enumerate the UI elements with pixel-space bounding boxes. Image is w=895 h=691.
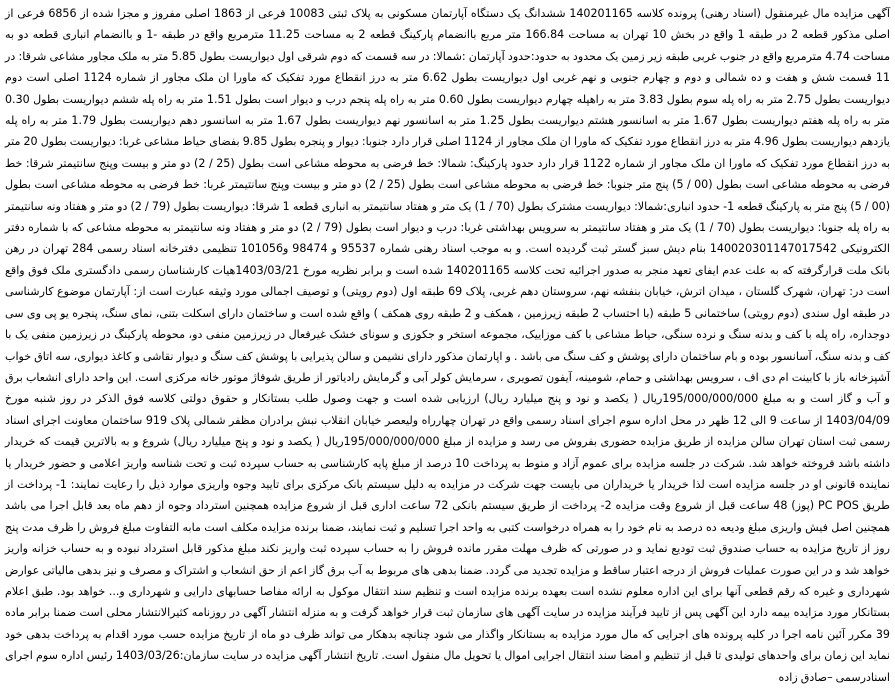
notice-body-text: آگهی مزایده مال غیرمنقول (اسناد رهنی) پرونده کلاسه 140201165 ششدانگ یک دستگاه آپارتمان مسکونی به پلاک ثبتی 10083 فرعی از 1863 اصلی مفروز و مجزا شده از 6856 فرعی از اصلی مذکور قطعه 2 در طبقه 1 واقع در بخش 10 تهران به مساحت 166.84 متر مربع باانضمام پارکینگ قطعه 2 به مساحت 11.25 مترمربع واقع در طبقه -1 و باانضمام انباری قطعه دو به مساحت 4.74 مترمربع واقع در جنوب غربی طبقه زیر زمین یک محدود به حدود:حدود آپارتمان :شمالا: در سه قسمت که دوم شرقی اول دیواریست بطول 5.85 متر به ملک مجاور مشاعی شرقا: در 11 قسمت شش و هفت و ده شمالی و دوم و چهارم جنوبی و نهم غربی اول دیواریست بطول 6.62 متر به درز انقطاع مورد تفکیک که ماورا ان ملک مجاور از شماره 1124 اصلی است دوم دیواریست بطول 2.75 متر به راه پله سوم بطول 3.83 متر به راهپله چهارم دیواریست بطول 0.60 متر به راه پله پنجم درب و دیوار است بطول 1.51 متر به راه پله ششم دیواریست بطول 0.30 متر به راه پله هفتم دیواریست بطول 1.67 متر به اسانسور هشتم دیواریست بطول 1.25 متر به اسانسور نهم دیواریست بطول 1.67 متر به اسانسور دهم دیواریست بطول 1.79 متر به راه پله یازدهم دیواریست بطول 4.96 متر به درز انقطاع مورد تفکیک که ماورا ان ملک مجاور از 1124 اصلی قرار دارد جنوبا: دیوار و پنجره بطول 9.85 بفضای حیاط مشاعی غربا: دیواریست بطول 20 متر به درز انقطاع مورد تفکیک که ماورا ان ملک مجاور از شماره 1122 قرار دارد حدود پارکینگ: شمالا: خط فرضی به محوطه مشاعی است بطول (25 / 2) دو متر و بیست وپنج سانتیمتر شرقا: خط فرضی به محوطه مشاعی است بطول (00 / 5) پنج متر جنوبا: خط فرضی به محوطه مشاعی است بطول (25 / 2) دو متر و بیست وپنج سانتیمتر غربا: خط فرضی به محوطه مشاعی است بطول (00 / 5) پنج متر به پارکینگ قطعه 1- حدود انباری:شمالا: دیواریست مشترک بطول (70 / 1) یک متر و هفتاد سانتیمتر به انباری قطعه 1 شرقا: دیواریست بطول (79 / 2) دو متر و هفتاد ونه سانتیمتر به راه پله جنوبا: دیواریست بطول (70 / 1) یک متر و هفتاد سانتیمتر به سرویس بهداشتی غربا: درب و دیوار است بطول (79 / 2) دو متر و هفتاد ونه سانتیمتر به محوطه مشاعی که با شماره دفتر الکترونیکی 140020301147017542 بنام دیش سبز گستر ثبت گردیده است. و به موجب اسناد رهنی شماره 95537 و 98474 و101056 تنظیمی دفترخانه اسناد رسمی 284 تهران در رهن بانک ملت قرارگرفته که به علت عدم ایفای تعهد منجر به صدور اجرائیه تحت کلاسه 140201165 شده است و برابر نظریه مورخ 1403/03/21هیات کارشناسان رسمی دادگستری ملک فوق واقع است در: تهران، شهرک گلستان ، میدان اترش، خیابان بنفشه نهم، سروستان دهم غربی، پلاک 69 طبقه اول (دوم رویتی) و توصیف اجمالی مورد وثیقه عبارت است از: آپارتمان موضوع کارشناسی در طبقه اول سندی (دوم رویتی) ساختمانی 5 طبقه (با احتساب 2 طبقه زیرزمین ، همکف و 2 طبقه روی همکف ) واقع شده است و ساختمان دارای اسکلت بتنی، نمای سنگ، پنجره یو پی وی سی دوجداره، راه پله با کف و بدنه سنگ و نرده سنگی، حیاط مشاعی با کف موزاییک، مجموعه استخر و جکوزی و سونای خشک غیرفعال در زیرزمین منفی دو، محوطه پارکینگ در زیرزمین منفی یک با کف و بدنه سنگ، آسانسور بوده و بام ساختمان دارای پوشش و کف سنگ می باشد . و اپارتمان مذکور دارای نشیمن و سالن پذیرایی با پوشش کف سنگ و دیوار نقاشی و کاغذ دیواری، سه اتاق خواب آشپزخانه باز با کابینت ام دی اف ، سرویس بهداشتی و حمام، شومینه، آیفون تصویری ، سرمایش کولر آبی و گرمایش رادیاتور از طریق شوفاژ موتور خانه مرکزی است. این واحد دارای انشعاب برق و آب و گاز است و به مبلغ 195/000/000/000ریال ( یکصد و نود و پنج میلیارد ریال) ارزیابی شده است و جهت وصول طلب بستانکار و حقوق دولتی کلاسه فوق الذکر در روز شنبه مورخ 1403/04/09 از ساعت 9 الی 12 ظهر در محل اداره سوم اجرای اسناد رسمی واقع در تهران چهارراه ولیعصر خیابان انقلاب نبش برادران مظفر شمالی پلاک 919 ساختمان معاونت اجرای اسناد رسمی ثبت استان تهران سالن مزایده از طریق مزایده حضوری بفروش می رسد و مزایده از مبلغ 195/000/000/000ریال ( یکصد و نود و پنج میلیارد ریال) شروع و به بالاترین قیمت که خریدار داشته باشد فروخته خواهد شد. شرکت در جلسه مزایده برای عموم آزاد و منوط به پرداخت 10 درصد از مبلغ پایه کارشناسی به حساب سپرده ثبت و تحت شناسه واریز اعلامی و حضور خریدار یا نماینده قانونی او در جلسه مزایده است لذا خریدار یا خریداران می بایست جهت شرکت در مزایده به دلیل سیستم بانک مرکزی برای تایید وجوه واریزی موارد ذیل را رعایت نمایند: 1- پرداخت از طریق PC POS (پوز) 48 ساعت قبل از شروع وقت مزایده 2- پرداخت از طریق سیستم بانکی 72 ساعت اداری قبل از شروع مزایده همچنین استرداد وجوه از دهم ماه بعد قابل اجرا می باشد همچنین اصل فیش واریزی مبلغ ودیعه ده درصد به نام خود را به همراه درخواست کتبی به واحد اجرا تسلیم و ثبت نمایند، ضمنا برنده مزایده مکلف است مابه التفاوت مبلغ فروش را ظرف مدت پنج روز از تاریخ مزایده به حساب صندوق ثبت تودیع نماید و در صورتی که ظرف مهلت مقرر مانده فروش را به حساب سپرده ثبت واریز نکند مبلغ مذکور قابل استرداد نبوده و به حساب خزانه واریز خواهد شد و در این صورت عملیات فروش از درجه اعتبار ساقط و مزایده تجدید می گردد. ضمنا بدهی های مربوط به آب برق گاز اعم از حق انشعاب و اشتراک و مصرف و نیز بدهی مالیاتی عوارض شهرداری و غیره که رقم قطعی آنها برای این اداره معلوم نشده است بعهده برنده مزایده است و تنظیم سند انتقال موکول به ارائه مفاصا حسابهای دارایی و شهرداری و... خواهد بود. طبق اعلام بستانکار مورد مزایده بیمه دارد این آگهی پس از تایید فرآیند مزایده در سایت آگهی های سازمان ثبت قرار خواهد گرفت و به منزله انتشار آگهی در روزنامه کثیرالانتشار محلی است ضمنا برابر ماده 39 مکرر آئین نامه اجرا در کلیه پرونده های اجرایی که مال مورد مزایده به بستانکار واگذار می شود چنانچه بدهکار می تواند ظرف دو ماه از تاریخ مزایده حسب مورد اقدام به پرداخت بدهی خود نماید این زمان برای واحدهای تولیدی تا قبل از تنظیم و امضا سند انتقال اجرایی اموال یا تحویل مال منقول است. تاریخ انتشار آگهی مزایده در سایت سازمان:1403/03/26 رئیس اداره سوم اجرای اسنادرسمی –صادق زاده xyxy=(5,7,891,684)
